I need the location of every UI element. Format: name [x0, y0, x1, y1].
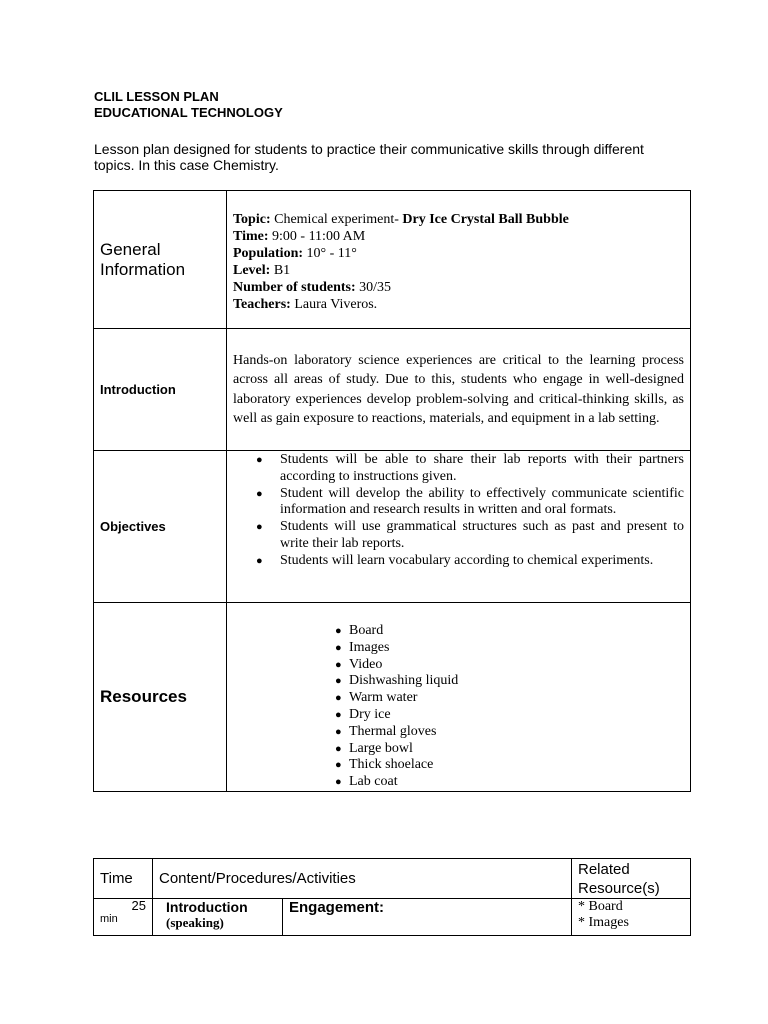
- resources-label: Resources: [100, 686, 187, 706]
- time-line: [233, 228, 684, 245]
- topic-value: Chemical experiment-: [274, 211, 399, 227]
- objective-item: ● Students will be able to share their lab reports with their partners according to instructions given.: [280, 452, 684, 486]
- resource-item: ● Video: [349, 657, 684, 674]
- time-header-cell: [94, 859, 153, 899]
- content-header-cell: [153, 859, 572, 899]
- resource-item: ● Large bowl: [349, 741, 684, 758]
- topic-line: [233, 211, 684, 228]
- objective-item: ● Students will learn vocabulary according to chemical experiments.: [280, 553, 684, 570]
- activity-inner-table: [153, 899, 571, 935]
- objectives-cell: [94, 451, 227, 603]
- objective-item: ● Student will develop the ability to effectively communicate scientific information and research results in written and oral formats.: [280, 486, 684, 520]
- topic-title: Dry Ice Crystal Ball Bubble: [402, 211, 569, 227]
- resources-row: [94, 603, 691, 792]
- population-label: Population:: [233, 245, 304, 261]
- objectives-content: [227, 451, 691, 603]
- document-subtitle: EDUCATIONAL TECHNOLOGY: [94, 105, 283, 120]
- resource-item: ● Lab coat: [349, 774, 684, 791]
- content-header: Content/Procedures/Activities: [159, 869, 356, 887]
- general-info-label: General Information: [100, 239, 186, 279]
- stage-cell: [283, 899, 572, 935]
- resources-header: Related Resource(s): [578, 860, 660, 897]
- activity-title: Introduction: [166, 899, 248, 915]
- resource-item: ● Board: [349, 623, 684, 640]
- resource-item: ● Images: [349, 640, 684, 657]
- teachers-label: Teachers:: [233, 296, 291, 312]
- related-resource-item: * Images: [578, 915, 629, 930]
- objectives-list: [233, 452, 684, 570]
- students-label: Number of students:: [233, 279, 356, 295]
- resource-item: ● Warm water: [349, 690, 684, 707]
- students-value: 30/35: [359, 279, 392, 295]
- activity-cell: [153, 899, 572, 936]
- topic-label: Topic:: [233, 211, 271, 227]
- resources-header-cell: [572, 859, 691, 899]
- resource-item: ● Dishwashing liquid: [349, 673, 684, 690]
- resources-list: [233, 623, 684, 791]
- teachers-value: Laura Viveros.: [294, 296, 378, 312]
- intro-paragraph: Lesson plan designed for students to practice their communicative skills through different topics. In this case Chemistry.: [94, 141, 644, 173]
- document-title: CLIL LESSON PLAN: [94, 89, 219, 104]
- related-resource-item: * Board: [578, 899, 623, 914]
- introduction-content: [227, 329, 691, 451]
- resource-item: ● Thick shoelace: [349, 757, 684, 774]
- schedule-table: [93, 858, 691, 936]
- activity-subtitle: (speaking): [166, 915, 224, 930]
- general-info-row: [94, 191, 691, 329]
- general-info-content: [227, 191, 691, 329]
- time-value: 25: [131, 898, 146, 913]
- introduction-label: Introduction: [100, 382, 176, 397]
- resources-content: [227, 603, 691, 792]
- related-resources-cell: [572, 899, 691, 936]
- population-line: [233, 245, 684, 262]
- resources-cell: [94, 603, 227, 792]
- level-label: Level:: [233, 262, 271, 278]
- objectives-row: [94, 451, 691, 603]
- introduction-row: [94, 329, 691, 451]
- schedule-header-row: [94, 859, 691, 899]
- resource-item: ● Thermal gloves: [349, 724, 684, 741]
- level-line: [233, 262, 684, 279]
- introduction-cell: [94, 329, 227, 451]
- time-unit: min: [100, 913, 118, 925]
- stage-label: Engagement:: [289, 899, 385, 916]
- lesson-info-table: [93, 190, 691, 792]
- population-value: 10° - 11°: [306, 245, 357, 261]
- time-label: Time:: [233, 228, 269, 244]
- activity-name-cell: [153, 899, 283, 935]
- resource-item: ● Dry ice: [349, 707, 684, 724]
- time-header: Time: [100, 869, 133, 887]
- objectives-label: Objectives: [100, 519, 166, 534]
- introduction-text: Hands-on laboratory science experiences are critical to the learning process across all areas of study. Due to this, students who engage in well-designed laboratory experiences develop problem-solving and critical-thinking skills, as well as gain exposure to reactions, materials, and equipment in a lab setting.: [233, 352, 684, 426]
- time-value: 9:00 - 11:00 AM: [272, 228, 366, 244]
- level-value: B1: [273, 262, 291, 278]
- teachers-line: [233, 296, 684, 313]
- general-info-cell: [94, 191, 227, 329]
- time-cell: [94, 899, 153, 936]
- objective-item: ● Students will use grammatical structures such as past and present to write their lab reports.: [280, 519, 684, 553]
- schedule-row: [94, 899, 691, 936]
- students-line: [233, 279, 684, 296]
